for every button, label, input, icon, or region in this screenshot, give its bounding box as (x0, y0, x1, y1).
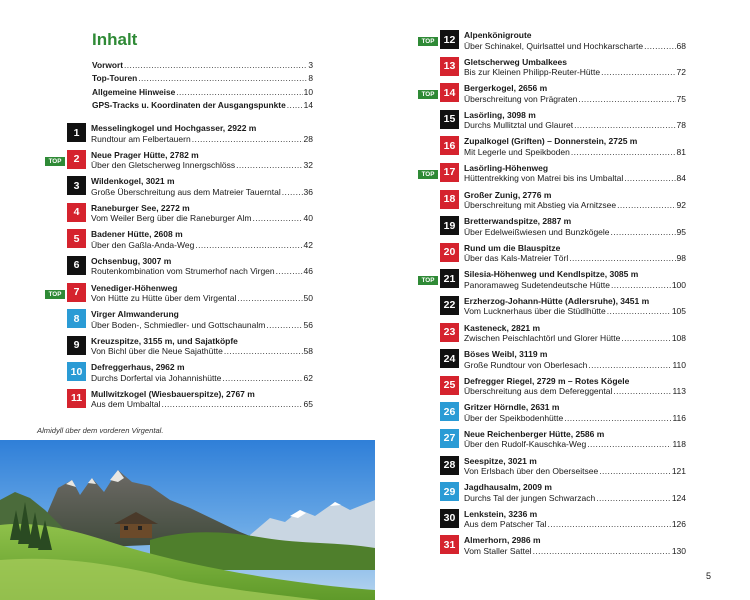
tour-number-badge: 11 (67, 389, 86, 408)
tour-title: Defregger Riegel, 2729 m – Rotes Kögele (464, 375, 630, 386)
tour-entry (418, 376, 686, 403)
leader-dots (236, 160, 302, 171)
tour-title: Lasörling-Höhenweg (464, 162, 549, 173)
tour-page: 50 (303, 293, 313, 304)
tour-page: 28 (303, 133, 313, 144)
leader-dots (587, 439, 671, 450)
tour-title: Kasteneck, 2821 m (464, 322, 541, 333)
tour-description: Aus dem Umbaltal (91, 399, 161, 410)
tour-entry (45, 150, 313, 177)
tour-page: 95 (676, 226, 686, 237)
leader-dots (287, 100, 303, 110)
leader-dots (601, 67, 675, 78)
tour-title: Badener Hütte, 2608 m (91, 229, 183, 240)
tour-title: Seespitze, 3021 m (464, 455, 537, 466)
tour-page: 126 (671, 519, 686, 530)
top-tour-badge: TOP (418, 170, 438, 179)
tour-title: Raneburger See, 2272 m (91, 202, 190, 213)
tour-description: Hüttentrekking von Matrei bis ins Umbaltal (464, 173, 624, 184)
toc-entry-label: Top-Touren (92, 73, 138, 84)
leader-dots (611, 227, 676, 238)
leader-dots (588, 360, 671, 371)
tour-page: 58 (303, 346, 313, 357)
tour-number-badge: 1 (67, 123, 86, 142)
tour-number-badge: 9 (67, 336, 86, 355)
leader-dots (617, 200, 675, 211)
tour-entry (45, 229, 313, 256)
leader-dots (644, 41, 675, 52)
tour-entry (418, 402, 686, 429)
tour-page: 118 (672, 439, 686, 450)
tour-number-badge: 17 (440, 163, 459, 182)
toc-entry-label: Allgemeine Hinweise (92, 86, 176, 97)
leader-dots (596, 493, 671, 504)
tour-entry (418, 57, 686, 84)
tour-description: Über das Kals-Matreier Törl (464, 253, 569, 264)
tour-number-badge: 16 (440, 136, 459, 155)
toc-entry-label: GPS-Tracks u. Koordinaten der Ausgangspunkte (92, 100, 286, 111)
tour-description: Rundtour am Felbertauern (91, 133, 191, 144)
tour-number-badge: 6 (67, 256, 86, 275)
tour-title: Jagdhausalm, 2009 m (464, 482, 552, 493)
tour-page: 121 (671, 466, 686, 476)
leader-dots (578, 94, 675, 105)
tour-title: Mullwitzkogel (Wiesbauerspitze), 2767 m (91, 388, 255, 399)
tour-entry (45, 309, 313, 336)
leader-dots (564, 413, 671, 424)
tour-number-badge: 23 (440, 323, 459, 342)
tour-description: Durchs Tal der jungen Schwarzach (464, 492, 596, 503)
tour-title: Neue Reichenberger Hütte, 2586 m (464, 428, 605, 439)
leader-dots (611, 280, 671, 291)
toc-entry (92, 73, 313, 86)
toc-entry (92, 100, 313, 113)
tour-title: Kreuzspitze, 3155 m, und Sajatköpfe (91, 335, 238, 346)
tour-description: Überschreitung von Prägraten (464, 93, 578, 104)
tour-number-badge: 18 (440, 190, 459, 209)
tour-title: Bergerkogel, 2656 m (464, 83, 548, 94)
tour-description: Überschreitung mit Abstieg via Arnitzsee (464, 200, 617, 211)
tour-number-badge: 2 (67, 150, 86, 169)
leader-dots (222, 373, 302, 384)
leader-dots (195, 240, 302, 251)
leader-dots (161, 399, 302, 410)
alpine-meadow-photo (0, 440, 375, 600)
tour-number-badge: 20 (440, 243, 459, 262)
tour-description: Über Boden-, Schmiedler- und Gottschaunalm (91, 319, 266, 330)
tour-entry (418, 110, 686, 137)
toc-entry-page: 3 (308, 60, 313, 70)
tour-description: Vom Staller Sattel (464, 545, 532, 556)
tour-page: 78 (676, 120, 686, 131)
leader-dots (624, 173, 675, 184)
tour-number-badge: 12 (440, 30, 459, 49)
tour-entry (45, 362, 313, 389)
tour-page: 81 (676, 146, 686, 157)
leader-dots (224, 346, 303, 357)
top-tour-badge: TOP (418, 37, 438, 46)
tour-page: 65 (303, 399, 313, 410)
leader-dots (276, 266, 303, 277)
tour-page: 36 (303, 186, 313, 197)
tour-entry (418, 83, 686, 110)
tour-entry (418, 535, 686, 562)
tour-number-badge: 25 (440, 376, 459, 395)
tour-entry (418, 269, 686, 296)
tour-number-badge: 28 (440, 456, 459, 475)
tour-page: 110 (672, 359, 686, 370)
tour-title: Silesia-Höhenweg und Kendlspitze, 3085 m (464, 269, 639, 280)
tour-entry (418, 163, 686, 190)
tour-description: Aus dem Patscher Tal (464, 519, 547, 530)
tour-title: Defreggerhaus, 2962 m (91, 362, 185, 373)
tour-page: 113 (672, 386, 686, 397)
tour-description: Zwischen Peischlachtörl und Glorer Hütte (464, 333, 621, 344)
tour-page: 42 (303, 239, 313, 250)
leader-dots (252, 213, 302, 224)
leader-dots (607, 306, 671, 317)
tour-title: Virger Almwanderung (91, 309, 179, 320)
leader-dots (192, 134, 303, 145)
tour-entry (418, 509, 686, 536)
tour-number-badge: 8 (67, 309, 86, 328)
tour-title: Ochsenbug, 3007 m (91, 255, 172, 266)
tour-title: Alpenkönigroute (464, 30, 532, 40)
tour-title: Almerhorn, 2986 m (464, 535, 541, 546)
tour-page: 105 (671, 306, 686, 317)
leader-dots (237, 293, 302, 304)
tour-page: 40 (303, 213, 313, 224)
toc-entry (92, 60, 313, 73)
tour-page: 130 (671, 545, 686, 556)
tour-entry (45, 123, 313, 150)
top-tour-badge: TOP (45, 157, 65, 166)
tour-number-badge: 31 (440, 535, 459, 554)
tour-title: Bretterwandspitze, 2887 m (464, 216, 572, 227)
tour-page: 116 (672, 412, 686, 423)
tour-page: 92 (676, 200, 686, 211)
tour-page: 75 (676, 93, 686, 104)
tour-page: 56 (303, 319, 313, 330)
tour-description: Panoramaweg Sudetendeutsche Hütte (464, 279, 611, 290)
tour-page: 46 (303, 266, 313, 277)
tour-title: Großer Zunig, 2776 m (464, 189, 552, 200)
tour-title: Lasörling, 3098 m (464, 109, 536, 120)
tour-list-right (418, 30, 686, 562)
tour-title: Neue Prager Hütte, 2782 m (91, 149, 199, 160)
tour-title: Zupalkogel (Griften) – Donnerstein, 2725 m (464, 136, 638, 147)
tour-description: Von Bichl über die Neue Sajathütte (91, 346, 223, 357)
tour-description: Über den Rudolf-Kauschka-Weg (464, 439, 587, 450)
page-number: 5 (706, 571, 712, 581)
tour-description: Über der Speikbodenhütte (464, 412, 564, 423)
tour-number-badge: 21 (440, 269, 459, 288)
tour-entry (45, 256, 313, 283)
tour-number-badge: 19 (440, 216, 459, 235)
tour-title: Gletscherweg Umbalkees (464, 56, 567, 67)
tour-description: Mit Legerle und Speikboden (464, 146, 570, 157)
tour-page: 124 (671, 492, 686, 503)
tour-page: 32 (303, 160, 313, 171)
tour-page: 68 (676, 40, 686, 51)
toc-entry-label: Vorwort (92, 60, 124, 70)
tour-number-badge: 14 (440, 83, 459, 102)
tour-title: Wildenkogel, 3021 m (91, 176, 175, 187)
tour-entry (418, 429, 686, 456)
tour-title: Rund um die Blauspitze (464, 242, 561, 253)
tour-description: Vom Weiler Berg über die Raneburger Alm (91, 213, 252, 224)
tour-number-badge: 24 (440, 349, 459, 368)
tour-entry (418, 136, 686, 163)
tour-description: Über den Gletscherweg Innergschlöss (91, 160, 236, 171)
toc-entry-page: 14 (303, 100, 313, 111)
page-title: Inhalt (92, 30, 138, 49)
intro-list (92, 60, 313, 114)
tour-description: Durchs Dorfertal via Johannishütte (91, 372, 222, 383)
tour-entry (45, 203, 313, 230)
leader-dots (613, 386, 671, 397)
tour-entry (418, 323, 686, 350)
tour-description: Von Hütte zu Hütte über dem Virgental (91, 293, 237, 304)
leader-dots (533, 546, 671, 557)
tour-description: Über Schinakel, Quirlsattel und Hochkarscharte (464, 40, 644, 51)
tour-entry (418, 30, 686, 57)
tour-number-badge: 15 (440, 110, 459, 129)
tour-page: 62 (303, 372, 313, 383)
tour-title: Böses Weibl, 3119 m (464, 349, 548, 360)
tour-number-badge: 4 (67, 203, 86, 222)
tour-title: Messelingkogel und Hochgasser, 2922 m (91, 123, 257, 133)
toc-entry-page: 10 (303, 86, 313, 97)
leader-dots (282, 187, 303, 198)
leader-dots (569, 253, 675, 264)
tour-entry (418, 482, 686, 509)
tour-entry (45, 389, 313, 416)
tour-description: Über den Gaßla-Anda-Weg (91, 239, 195, 250)
tour-entry (418, 456, 686, 483)
tour-number-badge: 3 (67, 176, 86, 195)
tour-description: Routenkombination vom Strumerhof nach Virgen (91, 266, 275, 277)
toc-entry (92, 87, 313, 100)
tour-number-badge: 26 (440, 402, 459, 421)
tour-title: Venediger-Höhenweg (91, 282, 178, 293)
tour-entry (45, 283, 313, 310)
leader-dots (138, 73, 307, 83)
tour-title: Lenkstein, 3236 m (464, 508, 538, 519)
tour-page: 108 (671, 333, 686, 344)
leader-dots (621, 333, 670, 344)
tour-list-left (45, 123, 313, 416)
tour-entry (418, 190, 686, 217)
tour-number-badge: 7 (67, 283, 86, 302)
tour-entry (418, 216, 686, 243)
tour-title: Erzherzog-Johann-Hütte (Adlersruhe), 3451 m (464, 295, 650, 306)
tour-description: Durchs Mullitztal und Glauret (464, 120, 574, 131)
tour-entry (418, 243, 686, 270)
toc-entry-page: 8 (308, 73, 313, 84)
tour-number-badge: 27 (440, 429, 459, 448)
tour-number-badge: 13 (440, 57, 459, 76)
tour-page: 84 (676, 173, 686, 184)
leader-dots (176, 87, 302, 97)
tour-description: Überschreitung aus dem Defereggental (464, 386, 613, 397)
leader-dots (548, 519, 671, 530)
tour-entry (418, 296, 686, 323)
tour-description: Von Erlsbach über den Oberseitsee (464, 466, 599, 476)
leader-dots (599, 466, 671, 477)
tour-number-badge: 22 (440, 296, 459, 315)
tour-title: Gritzer Hörndle, 2631 m (464, 402, 560, 413)
tour-description: Große Überschreitung aus dem Matreier Tauerntal (91, 186, 281, 197)
tour-page: 100 (671, 279, 686, 290)
top-tour-badge: TOP (45, 290, 65, 299)
tour-description: Große Rundtour von Oberlesach (464, 359, 588, 370)
tour-description: Vom Lucknerhaus über die Stüdlhütte (464, 306, 606, 317)
leader-dots (574, 120, 675, 131)
leader-dots (571, 147, 676, 158)
tour-entry (45, 336, 313, 363)
tour-page: 72 (676, 67, 686, 78)
leader-dots (124, 60, 307, 70)
top-tour-badge: TOP (418, 90, 438, 99)
top-tour-badge: TOP (418, 276, 438, 285)
tour-description: Über Edelweißwiesen und Bunzkögele (464, 226, 610, 237)
tour-entry (418, 349, 686, 376)
leader-dots (266, 320, 302, 331)
photo-caption: Almidyll über dem vorderen Virgental. (37, 426, 164, 435)
tour-number-badge: 10 (67, 362, 86, 381)
tour-number-badge: 5 (67, 229, 86, 248)
tour-description: Bis zur Kleinen Philipp-Reuter-Hütte (464, 67, 601, 78)
tour-page: 98 (676, 253, 686, 264)
tour-number-badge: 29 (440, 482, 459, 501)
tour-number-badge: 30 (440, 509, 459, 528)
tour-entry (45, 176, 313, 203)
